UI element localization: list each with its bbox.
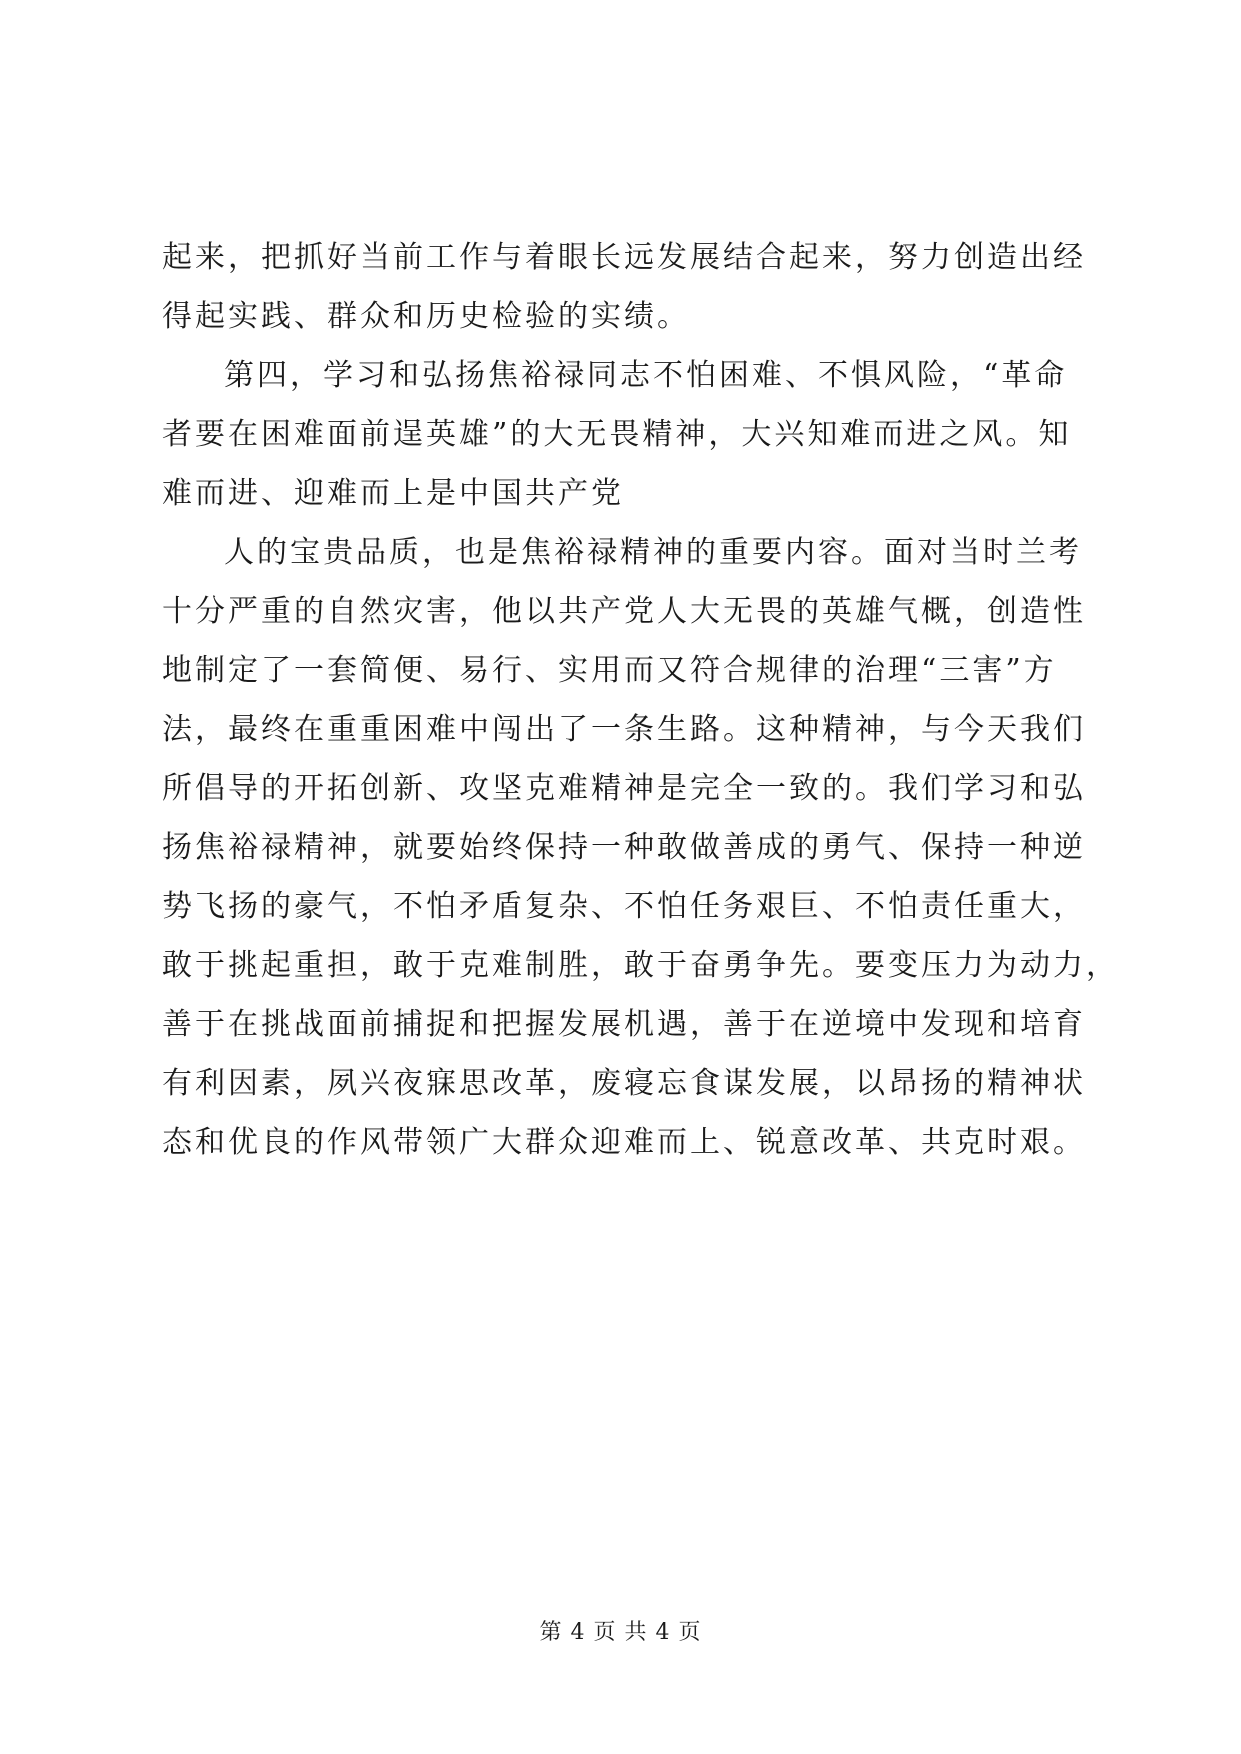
page-footer: 第 4 页 共 4 页 [539, 1620, 702, 1645]
text-line: 态和优良的作风带领广大群众迎难而上、锐意改革、共克时艰。 [162, 1125, 1086, 1160]
text-line: 所倡导的开拓创新、攻坚克难精神是完全一致的。我们学习和弘 [162, 771, 1086, 806]
text-line: 得起实践、群众和历史检验的实绩。 [162, 299, 690, 334]
text-line: 地制定了一套简便、易行、实用而又符合规律的治理“三害”方 [162, 653, 1057, 688]
text-line: 者要在困难面前逞英雄”的大无畏精神，大兴知难而进之风。知 [162, 417, 1072, 452]
text-line: 敢于挑起重担，敢于克难制胜，敢于奋勇争先。要变压力为动力， [162, 948, 1119, 983]
paragraph-start-line: 第四，学习和弘扬焦裕禄同志不怕困难、不惧风险，“革命 [224, 358, 1068, 393]
text-line: 善于在挑战面前捕捉和把握发展机遇，善于在逆境中发现和培育 [162, 1007, 1086, 1042]
text-line: 扬焦裕禄精神，就要始终保持一种敢做善成的勇气、保持一种逆 [162, 830, 1086, 865]
text-line: 有利因素，夙兴夜寐思改革，废寝忘食谋发展，以昂扬的精神状 [162, 1066, 1086, 1101]
text-line: 十分严重的自然灾害，他以共产党人大无畏的英雄气概，创造性 [162, 594, 1086, 629]
text-line: 势飞扬的豪气，不怕矛盾复杂、不怕任务艰巨、不怕责任重大， [162, 889, 1086, 924]
text-line: 难而进、迎难而上是中国共产党 [162, 476, 624, 511]
paragraph-start-line: 人的宝贵品质，也是焦裕禄精神的重要内容。面对当时兰考 [224, 535, 1082, 570]
body-text [162, 228, 1119, 1172]
text-line: 起来，把抓好当前工作与着眼长远发展结合起来，努力创造出经 [162, 240, 1086, 275]
text-line: 法，最终在重重困难中闯出了一条生路。这种精神，与今天我们 [162, 712, 1086, 747]
